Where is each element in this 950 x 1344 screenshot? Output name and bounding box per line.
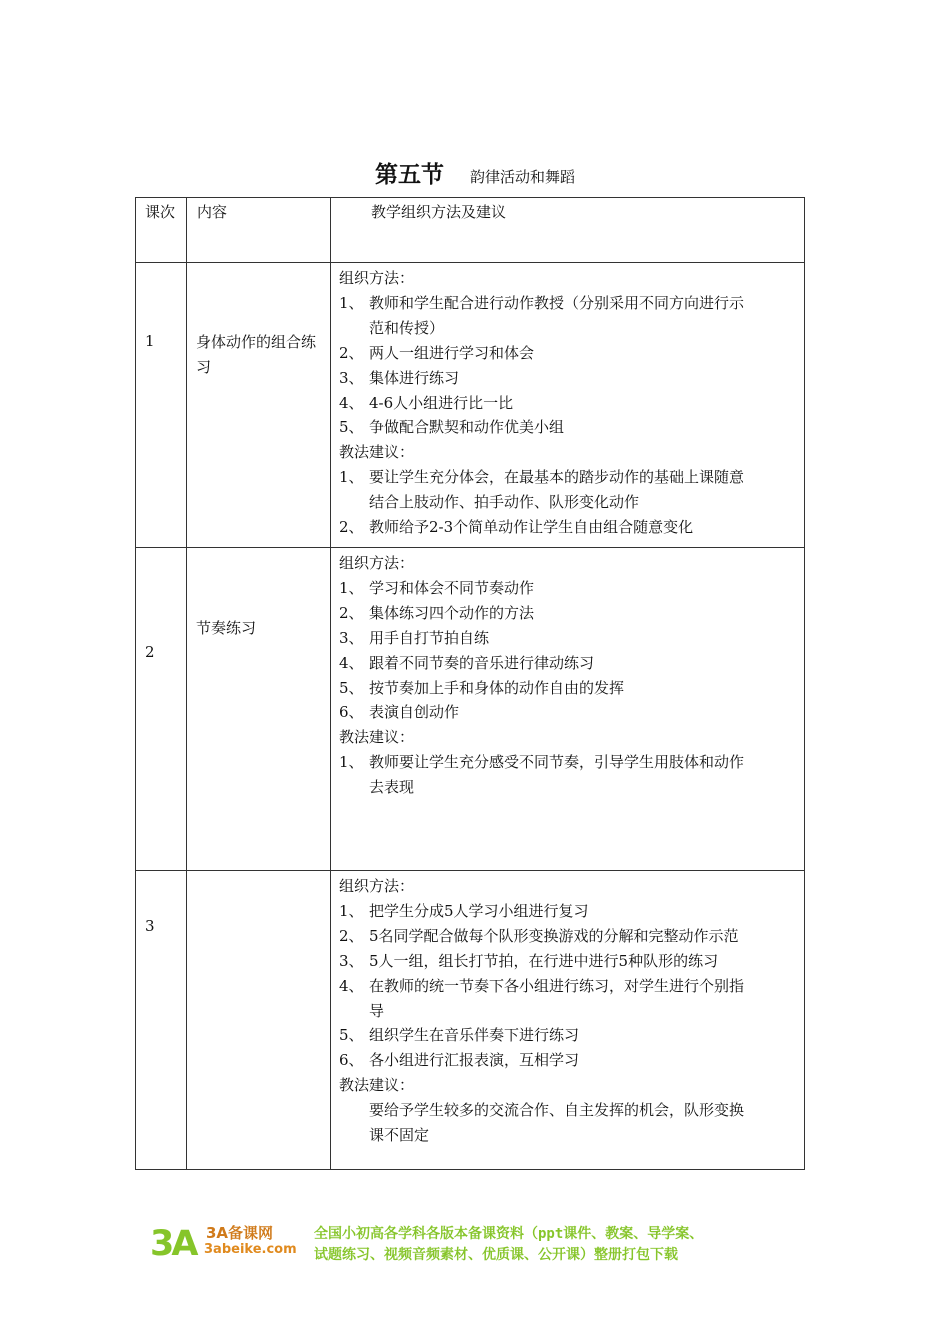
lesson-method — [331, 871, 805, 1170]
list-item — [339, 750, 798, 775]
promo-line-1: 全国小初高各学科各版本备课资料（ppt课件、教案、导学案、 — [314, 1226, 704, 1242]
item-number: 5、 — [339, 1026, 364, 1045]
item-text: 集体进行练习 — [369, 368, 460, 387]
logo-url[interactable]: 3abeike.com — [204, 1242, 297, 1257]
header-content: 内容 — [187, 198, 331, 263]
advice-text-cont: 课不固定 — [369, 1126, 430, 1145]
lesson-topic-text: 节奏练习 — [196, 619, 257, 637]
lesson-number — [136, 263, 187, 548]
promo-text — [314, 1224, 784, 1266]
item-text: 教师和学生配合进行动作教授（分别采用不同方向进行示 — [369, 293, 745, 312]
item-text: 两人一组进行学习和体会 — [369, 343, 535, 362]
item-number: 4、 — [339, 393, 364, 412]
item-number: 3、 — [339, 951, 364, 970]
table-row — [136, 263, 805, 548]
item-number: 1、 — [339, 578, 364, 597]
item-number: 1、 — [339, 901, 364, 920]
lesson-table — [135, 197, 805, 1170]
org-label: 组织方法： — [339, 877, 415, 895]
item-text: 教师要让学生充分感受不同节奏，引导学生用肢体和动作 — [369, 753, 745, 772]
org-label: 组织方法： — [339, 554, 415, 572]
lesson-number-text: 1 — [145, 332, 155, 350]
logo-icon: 3A — [150, 1224, 196, 1264]
item-number: 5、 — [339, 418, 364, 437]
lesson-topic — [187, 871, 331, 1170]
advice-label: 教法建议： — [339, 443, 415, 462]
header-lesson: 课次 — [136, 198, 187, 263]
lesson-number-text: 3 — [145, 917, 155, 935]
page-title — [0, 156, 950, 189]
list-item — [339, 465, 798, 490]
advice-label: 教法建议： — [339, 728, 415, 747]
list-item — [339, 601, 798, 626]
item-number: 2、 — [339, 343, 364, 362]
section-subtitle: 韵律活动和舞蹈 — [469, 168, 575, 186]
item-text: 要让学生充分体会，在最基本的踏步动作的基础上课随意 — [369, 468, 745, 487]
promo-line-2: 试题练习、视频音频素材、优质课、公开课）整册打包下载 — [314, 1247, 678, 1263]
item-number: 3、 — [339, 368, 364, 387]
lesson-number — [136, 871, 187, 1170]
list-item — [339, 576, 798, 601]
lesson-topic — [187, 548, 331, 871]
table-header-row — [136, 198, 805, 263]
item-text-cont: 去表现 — [369, 778, 415, 797]
item-text-cont: 导 — [369, 1001, 385, 1020]
item-text: 4-6人小组进行比一比 — [369, 393, 514, 412]
list-item — [339, 899, 798, 924]
item-number: 2、 — [339, 926, 364, 945]
item-number: 1、 — [339, 753, 364, 772]
header-method: 教学组织方法及建议 — [331, 198, 805, 263]
item-text-cont: 结合上肢动作、拍手动作、队形变化动作 — [369, 493, 640, 512]
item-text: 争做配合默契和动作优美小组 — [369, 418, 565, 437]
list-item — [339, 626, 798, 651]
list-item — [339, 1023, 798, 1048]
item-number: 2、 — [339, 603, 364, 622]
list-item — [339, 291, 798, 316]
item-number: 4、 — [339, 653, 364, 672]
item-number: 6、 — [339, 1051, 364, 1070]
lesson-topic — [187, 263, 331, 548]
list-item — [339, 341, 798, 366]
advice-label: 教法建议： — [339, 1076, 415, 1095]
item-text: 把学生分成5人学习小组进行复习 — [369, 901, 589, 920]
advice-text: 要给予学生较多的交流合作、自主发挥的机会，队形变换 — [369, 1101, 745, 1120]
lesson-method — [331, 548, 805, 871]
lesson-number — [136, 548, 187, 871]
table-row — [136, 871, 805, 1170]
item-number: 6、 — [339, 703, 364, 722]
item-text: 跟着不同节奏的音乐进行律动练习 — [369, 653, 595, 672]
item-text: 表演自创动作 — [369, 703, 460, 722]
item-text: 用手自打节拍自练 — [369, 628, 490, 647]
list-item — [339, 651, 798, 676]
item-text: 教师给予2-3个简单动作让学生自由组合随意变化 — [369, 518, 694, 537]
list-item — [339, 676, 798, 701]
item-text: 5名同学配合做每个队形变换游戏的分解和完整动作示范 — [369, 926, 739, 945]
list-item — [339, 515, 798, 540]
lesson-method — [331, 263, 805, 548]
section-title: 第五节 — [374, 161, 444, 188]
item-number: 3、 — [339, 628, 364, 647]
table-row — [136, 548, 805, 871]
list-item — [339, 1048, 798, 1073]
list-item — [339, 949, 798, 974]
item-number: 2、 — [339, 518, 364, 537]
org-label: 组织方法： — [339, 269, 415, 287]
list-item — [339, 415, 798, 440]
item-text: 集体练习四个动作的方法 — [369, 603, 535, 622]
item-number: 4、 — [339, 976, 364, 995]
item-text: 各小组进行汇报表演，互相学习 — [369, 1051, 580, 1070]
item-text-cont: 范和传授） — [369, 318, 445, 337]
list-item — [339, 366, 798, 391]
item-text: 在教师的统一节奏下各小组进行练习，对学生进行个别指 — [369, 976, 745, 995]
list-item — [339, 700, 798, 725]
item-text: 5人一组，组长打节拍，在行进中进行5种队形的练习 — [369, 951, 719, 970]
item-number: 1、 — [339, 293, 364, 312]
lesson-topic-text: 身体动作的组合练习 — [196, 333, 317, 376]
item-text: 按节奏加上手和身体的动作自由的发挥 — [369, 678, 625, 697]
lesson-number-text: 2 — [145, 643, 155, 661]
item-number: 1、 — [339, 468, 364, 487]
item-text: 组织学生在音乐伴奏下进行练习 — [369, 1026, 580, 1045]
item-text: 学习和体会不同节奏动作 — [369, 578, 535, 597]
item-number: 5、 — [339, 678, 364, 697]
list-item — [339, 391, 798, 416]
list-item — [339, 974, 798, 999]
logo-text: 3A备课网 — [206, 1224, 274, 1242]
list-item — [339, 924, 798, 949]
